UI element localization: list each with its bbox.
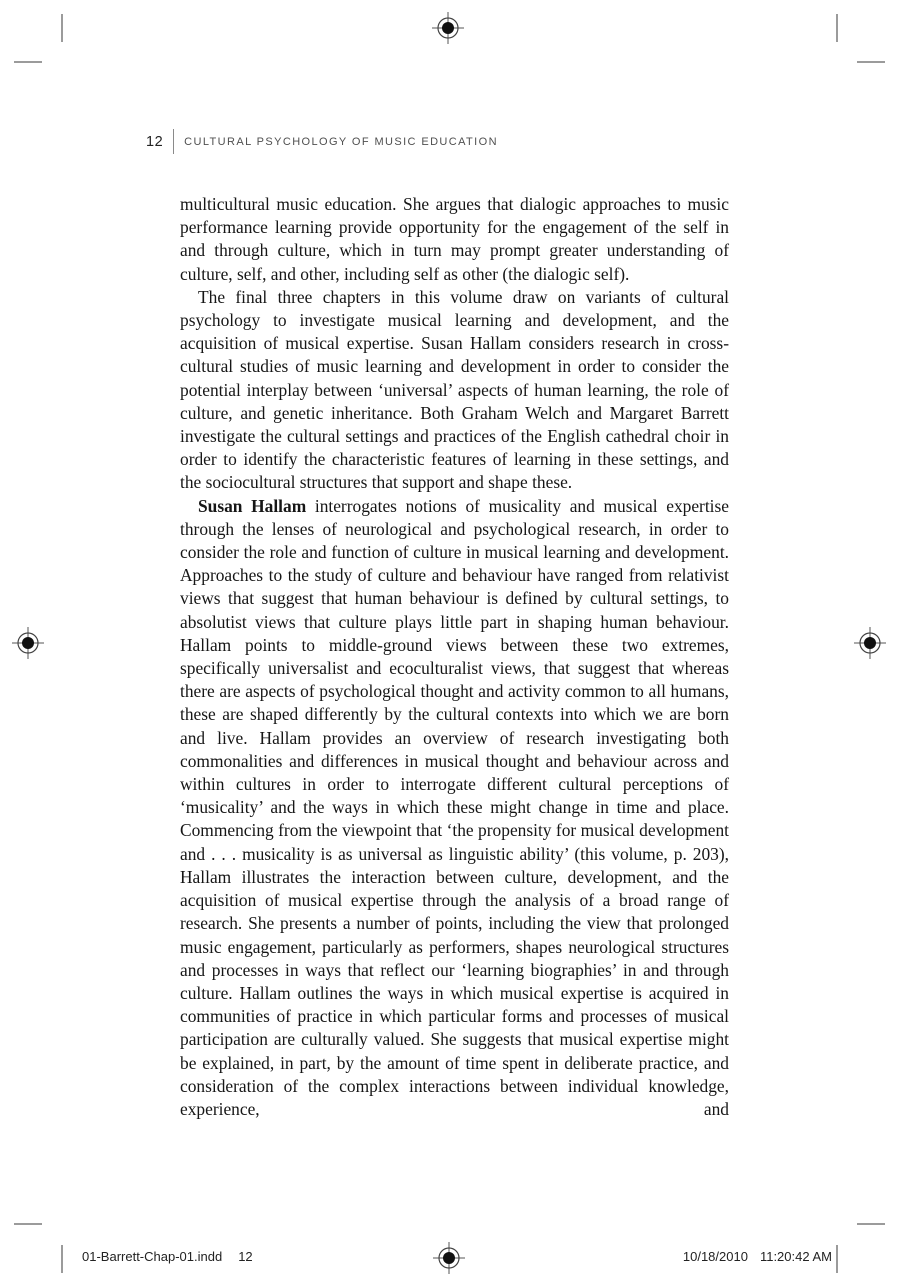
registration-mark-icon [433,1242,465,1274]
footer-time: 11:20:42 AM [759,1249,832,1264]
body-text [180,193,729,1121]
footer-date: 10/18/2010 [682,1249,748,1264]
page-number: 12 [146,133,164,150]
running-head: CULTURAL PSYCHOLOGY OF MUSIC EDUCATION [184,135,498,148]
crop-mark-top-left-v [61,14,63,42]
header-divider [173,129,174,154]
footer-page-number: 12 [238,1249,253,1264]
registration-mark-icon [854,627,886,659]
crop-mark-bottom-right-h [857,1223,885,1225]
crop-mark-top-right-v [836,14,838,42]
crop-mark-bottom-right-v [836,1245,838,1273]
paragraph: multicultural music education. She argues that dialogic approaches to music performance learning provide opportunity for the engagement of the self in and through culture, which in turn may prompt greater understanding of culture, self, and other, including self as other (the dialogic self). [180,194,729,284]
crop-mark-top-left-h [14,61,42,63]
paragraph: Susan Hallam interrogates notions of musicality and musical expertise through the lenses of neurological and psychological research, in order to consider the role and function of culture in musical learning and development. Approaches to the study of culture and behaviour have ranged from relativist views that suggest that human behaviour is defined by cultural settings, to absolutist views that culture plays little part in shaping human behaviour. Hallam points to middle-ground views between these two extremes, specifically universalist and ecoculturalist views, that suggest that whereas there are aspects of psychological thought and activity common to all humans, these are shaped differently by the cultural contexts into which we are born and live. Hallam provides an overview of research investigating both commonalities and differences in musical thought and behaviour across and within cultures in order to interrogate different cultural perceptions of ‘musicality’ and the ways in which these might change in time and place. Commencing from the viewpoint that ‘the propensity for musical development and . . . musicality is as universal as linguistic ability’ (this volume, p. 203), Hallam illustrates the interaction between culture, development, and the acquisition of musical expertise through the analysis of a broad range of research. She presents a number of points, including the view that prolonged music engagement, particularly as performers, shapes neurological structures and processes in ways that reflect our ‘learning biographies’ in and through culture. Hallam outlines the ways in which musical expertise is acquired in communities of practice in which particular forms and processes of musical participation are culturally valued. She suggests that musical expertise might be explained, in part, by the amount of time spent in deliberate practice, and consideration of the complex interactions between individual knowledge, experience, and [180,495,729,1119]
footer-filename: 01-Barrett-Chap-01.indd [82,1249,223,1264]
paragraph: The final three chapters in this volume draw on variants of cultural psychology to investigate musical learning and development, and the acquisition of musical expertise. Susan Hallam considers research in cross-cultural studies of music learning and development in order to consider the potential interplay between ‘universal’ aspects of human learning, the role of culture, and genetic inheritance. Both Graham Welch and Margaret Barrett investigate the cultural settings and practices of the English cathedral choir in order to identify the characteristic features of learning in these settings, and the sociocultural structures that support and shape these. [180,286,729,493]
footer-left [82,1249,253,1264]
paragraph-lead-bold: Susan Hallam [198,495,307,516]
crop-mark-bottom-left-v [61,1245,63,1273]
page-header [146,129,498,154]
crop-mark-top-right-h [857,61,885,63]
registration-mark-icon [12,627,44,659]
registration-mark-icon [432,12,464,44]
crop-mark-bottom-left-h [14,1223,42,1225]
footer-right [683,1249,832,1264]
